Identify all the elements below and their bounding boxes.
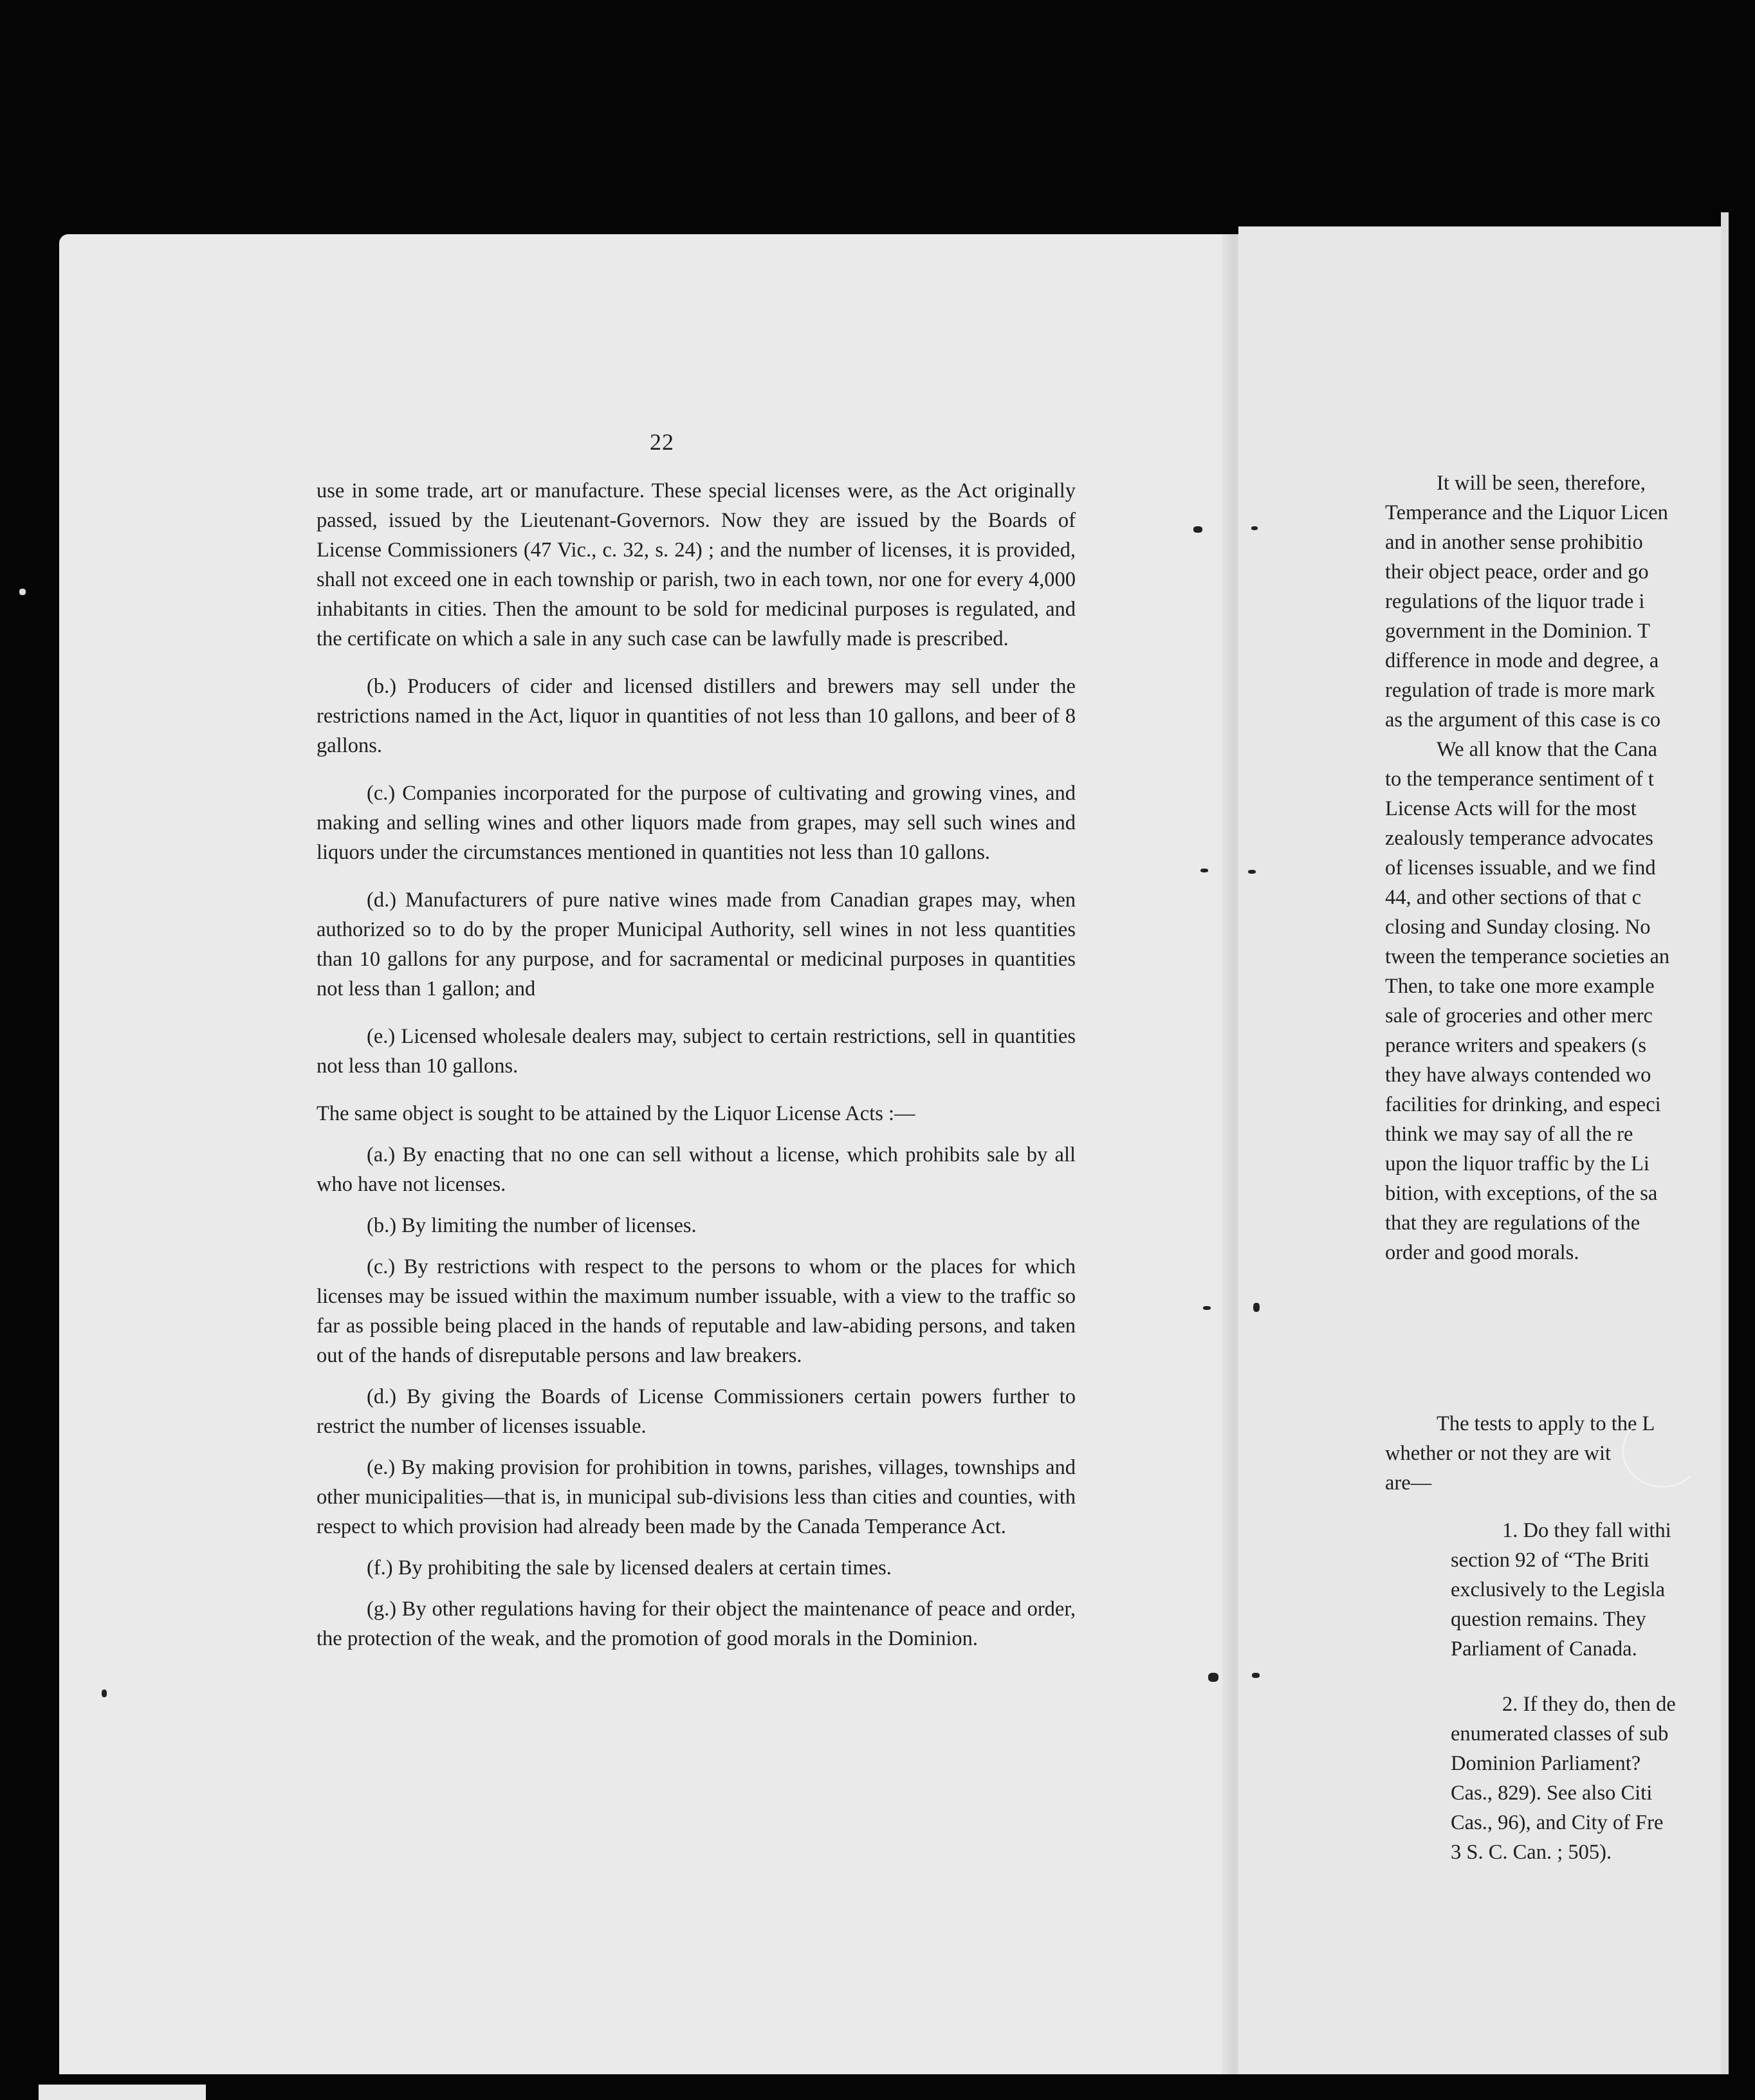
list-item-c: (c.) By restrictions with respect to the persons to whom or the places for which licenses may be issued within the maximum number issuable, with a view to the traffic so far as possible being placed in the hands of reputable and law-abiding persons, and taken out of the hands of disreputable persons and law breakers. [317,1255,1076,1367]
right-line: as the argument of this case is co [1385,708,1661,732]
binding-hole-mark [1208,1673,1218,1682]
stamp-ring [1622,1414,1702,1488]
paragraph-e: (e.) Licensed wholesale dealers may, subject to certain restrictions, sell in quantities not less than 10 gallons. [317,1025,1076,1078]
right-line: Cas., 96), and City of Fre [1451,1811,1664,1834]
right-line: to the temperance sentiment of t [1385,768,1654,791]
right-line: section 92 of “The Briti [1451,1549,1649,1572]
right-line: regulations of the liquor trade i [1385,590,1645,613]
right-line: tween the temperance societies an [1385,945,1670,968]
right-line: whether or not they are wit [1385,1442,1612,1465]
right-line: 1. Do they fall withi [1502,1519,1671,1542]
binding-hole-mark [1203,1306,1211,1310]
page-number: 22 [650,429,674,455]
binding-hole-mark [1200,869,1208,872]
paragraph-continuation: use in some trade, art or manufacture. These special licenses were, as the Act originally passed, issued by the Lieutenant-Governors. Now they are issued by the Boards of License Commissioners (47 Vic., c. 32, s. 24) ; and the number of licenses, it is provided, shall not exceed one in each township or parish, two in each town, nor one for every 4,000 inhabitants in cities. Then the amount to be sold for medicinal purposes is regulated, and the certificate on which a sale in any such case can be lawfully made is prescribed. [317,479,1076,650]
right-line: Temperance and the Liquor Licen [1385,501,1668,524]
right-line: Parliament of Canada. [1451,1637,1637,1661]
right-line: Dominion Parliament? [1451,1752,1641,1775]
binding-hole-mark [1252,1673,1260,1678]
right-line: Then, to take one more example [1385,975,1655,998]
right-line: The tests to apply to the L [1437,1412,1655,1435]
binding-hole-mark [1248,870,1256,874]
right-line: closing and Sunday closing. No [1385,916,1651,939]
right-line: We all know that the Cana [1437,738,1658,761]
list-item-b: (b.) By limiting the number of licenses. [367,1214,697,1237]
right-text-block-3 [1451,1516,1755,1664]
right-line: enumerated classes of sub [1451,1722,1669,1745]
right-line: 44, and other sections of that c [1385,886,1642,909]
right-line: upon the liquor traffic by the Li [1385,1152,1649,1175]
right-line: exclusively to the Legisla [1451,1578,1666,1601]
right-line: difference in mode and degree, a [1385,649,1659,672]
right-line: Cas., 829). See also Citi [1451,1782,1653,1805]
paragraph-b: (b.) Producers of cider and licensed distillers and brewers may sell under the restrictions named in the Act, liquor in quantities of not less than 10 gallons, and beer of 8 gallons. [317,675,1076,757]
right-line: order and good morals. [1385,1241,1579,1264]
speck-mark [19,589,26,595]
right-line: License Acts will for the most [1385,797,1637,820]
right-line: 3 S. C. Can. ; 505). [1451,1841,1612,1864]
right-line: zealously temperance advocates [1385,827,1653,850]
list-item-d: (d.) By giving the Boards of License Commissioners certain powers further to restrict the number of licenses issuable. [317,1385,1076,1438]
right-line: they have always contended wo [1385,1064,1651,1087]
right-line: 2. If they do, then de [1502,1693,1676,1716]
right-line: question remains. They [1451,1608,1646,1631]
right-line: and in another sense prohibitio [1385,531,1643,554]
right-line: bition, with exceptions, of the sa [1385,1182,1658,1205]
right-line: facilities for drinking, and especi [1385,1093,1661,1116]
right-line: their object peace, order and go [1385,560,1649,584]
list-item-e: (e.) By making provision for prohibition in towns, parishes, villages, townships and other municipalities—that is, in municipal sub-divisions less than cities and counties, with respect to which provision had already been made by the Canada Temperance Act. [317,1456,1076,1538]
binding-hole-mark [1253,1303,1260,1312]
bottom-paper-edge [39,2085,206,2100]
right-line: It will be seen, therefore, [1437,472,1646,495]
left-page-text [317,476,1076,1665]
right-line: are— [1385,1471,1432,1495]
paragraph-same-object: The same object is sought to be attained by the Liquor License Acts :— [317,1102,915,1125]
list-item-a: (a.) By enacting that no one can sell without a license, which prohibits sale by all who have not licenses. [317,1143,1076,1196]
right-line: government in the Dominion. T [1385,620,1650,643]
right-line: that they are regulations of the [1385,1211,1640,1235]
list-item-f: (f.) By prohibiting the sale by licensed dealers at certain times. [367,1556,892,1580]
right-line: perance writers and speakers (s [1385,1034,1647,1057]
right-text-block-1 [1385,468,1755,1267]
paragraph-c: (c.) Companies incorporated for the purpose of cultivating and growing vines, and making and selling wines and other liquors made from grapes, may sell such wines and liquors under the circumstances mentioned in quantities not less than 10 gallons. [317,782,1076,864]
right-text-block-4 [1451,1690,1755,1867]
list-item-g: (g.) By other regulations having for their object the maintenance of peace and order, the protection of the weak, and the promotion of good morals in the Dominion. [317,1598,1076,1650]
paragraph-d: (d.) Manufacturers of pure native wines made from Canadian grapes may, when authorized so to do by the proper Municipal Authority, sell wines in not less quantities than 10 gallons for any purpose, and for sacramental or medicinal purposes in quantities not less than 1 gallon; and [317,889,1076,1000]
right-line: of licenses issuable, and we find [1385,856,1656,880]
right-line: regulation of trade is more mark [1385,679,1655,702]
right-line: think we may say of all the re [1385,1123,1633,1146]
speck-mark [102,1690,107,1697]
right-line: sale of groceries and other merc [1385,1004,1653,1027]
binding-hole-mark [1251,526,1258,530]
binding-hole-mark [1193,526,1202,533]
